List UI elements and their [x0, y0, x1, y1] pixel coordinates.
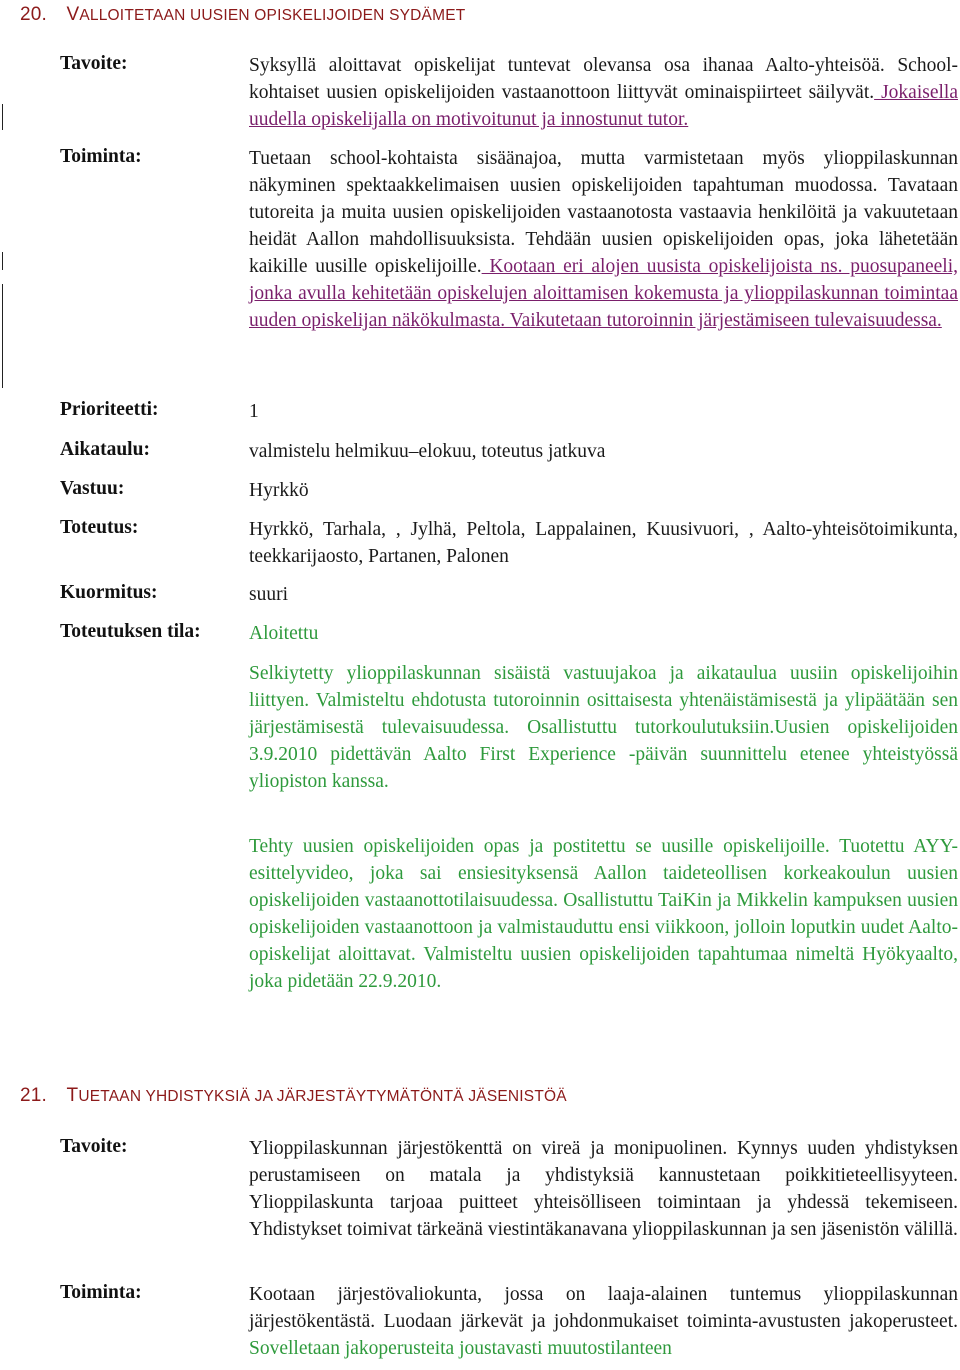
- toiminta-inserted-text: Kootaan eri alojen uusista opiskelijoista ns. puosupaneeli, jonka avulla kehitetään opiskelujen aloittamisen kokemusta ja ylioppilaskunnan toimintaa uuden opiskelijan näkökulmasta. Vaikutetaan tutoroinnin järjestämiseen tulevaisuudessa.: [249, 256, 958, 331]
- toteutuksen-tila-label: Toteutuksen tila:: [60, 621, 201, 642]
- prioriteetti-label: [60, 399, 159, 421]
- status-paragraph-1: Selkiytetty ylioppilaskunnan sisäistä vastuujakoa ja aikataulua uusiin opiskelijoihin liittyen. Valmisteltu ehdotusta tutoroinnin osittaisesta yhtenäistämisestä ja ylipäätään sen järjestämisestä tulevaisuudessa. Osallistuttu tutorkoulutuksiin.Uusien opiskelijoiden 3.9.2010 pidettävän Aalto First Experience -päivän suunnittelu etenee yhteistyössä yliopiston kanssa.: [249, 663, 958, 792]
- tavoite-label: Tavoite:: [60, 1136, 128, 1157]
- tavoite-text: [249, 52, 958, 133]
- change-bar: [2, 284, 3, 388]
- toiminta-status-text: Sovelletaan jakoperusteita joustavasti muutostilanteen: [249, 1338, 672, 1359]
- vastuu-label: Vastuu:: [60, 478, 125, 499]
- section-21-heading: [20, 1085, 567, 1107]
- toiminta-body: Kootaan järjestövaliokunta, jossa on laaja-alainen tuntemus ylioppilaskunnan järjestökentästä. Luodaan järkevät ja johdonmukaiset toiminta-avustusten jakoperusteet.: [249, 1284, 958, 1332]
- tavoite-text: Ylioppilaskunnan järjestökenttä on vireä ja monipuolinen. Kynnys uuden yhdistyksen perustamiseen on matala ja yhdistyksiä kannustetaan poikkitieteellisyyteen. Ylioppilaskunta tarjoaa puitteet yhteisölliseen toimintaan ja yhdessä tekemiseen. Yhdistykset toimivat tärkeänä viestintäkanavana ylioppilaskunnan ja sen jäsenistön välillä.: [249, 1138, 958, 1240]
- toteutus-value: Hyrkkö, Tarhala, , Jylhä, Peltola, Lappalainen, Kuusivuori, , Aalto-yhteisötoimikunta, teekkarijaosto, Partanen, Palonen: [249, 519, 958, 567]
- aikataulu-value: valmistelu helmikuu–elokuu, toteutus jatkuva: [249, 441, 606, 462]
- section-number: 21.: [20, 1085, 48, 1106]
- vastuu-value: Hyrkkö: [249, 480, 309, 501]
- toiminta-text: [249, 145, 958, 334]
- toiminta-label: Toiminta:: [60, 1282, 142, 1303]
- toteutuksen-tila-value: Aloitettu: [249, 623, 319, 644]
- kuormitus-value: suuri: [249, 584, 288, 605]
- prioriteetti-label-text: Prioriteetti:: [60, 399, 159, 420]
- toiminta-text: [249, 1281, 958, 1362]
- tavoite-label: Tavoite:: [60, 53, 128, 74]
- toiminta-body: Tuetaan school-kohtaista sisäänajoa, mutta varmistetaan myös ylioppilaskunnan näkyminen spektaakkelimaisen uusien opiskelijoiden tapahtuman muodossa. Tavataan tutoreita ja muita uusien opiskelijoiden vastaanotosta vastaavia henkilöitä ja vakuutetaan heidät Aallon mahdollisuuksista. Tehdään uusien opiskelijoiden opas, joka lähetetään kaikille uusille opiskelijoille.: [249, 148, 958, 277]
- change-bar: [2, 104, 3, 130]
- change-bar: [2, 252, 3, 270]
- toteutus-label: Toteutus:: [60, 517, 139, 538]
- section-number: 20.: [20, 4, 48, 25]
- prioriteetti-value: 1: [249, 401, 259, 422]
- kuormitus-label: Kuormitus:: [60, 582, 158, 603]
- section-title-rest: ALLOITETAAN UUSIEN OPISKELIJOIDEN SYDÄMET: [79, 7, 466, 24]
- status-paragraph-2: Tehty uusien opiskelijoiden opas ja postitettu se uusille opiskelijoille. Tuotettu AYY-esittelyvideo, joka sai ensiesityksensä Aallon taideteollisen korkeakoulun uusien opiskelijoiden vastaanottotilaisuudessa. Osallistuttu TaiKin ja Mikkelin kampuksen uusien opiskelijoiden vastaanottoon ja valmistauduttu ensi viikkoon, jolloin loputkin uudet Aalto-opiskelijat aloittavat. Valmisteltu uusien opiskelijoiden tapahtumaa nimeltä Hyökyaalto, joka pidetään 22.9.2010.: [249, 836, 958, 992]
- tavoite-body: Syksyllä aloittavat opiskelijat tuntevat olevansa osa ihanaa Aalto-yhteisöä. School-kohtaiset uusien opiskelijoiden vastaanottoon liittyvät ominaispiirteet säilyvät.: [249, 55, 958, 103]
- section-title-initial: V: [66, 4, 80, 25]
- aikataulu-label: Aikataulu:: [60, 439, 150, 460]
- section-title-rest: UETAAN YHDISTYKSIÄ JA JÄRJESTÄYTYMÄTÖNTÄ JÄSENISTÖÄ: [78, 1088, 567, 1105]
- toiminta-label: Toiminta:: [60, 146, 142, 167]
- section-title-initial: T: [66, 1085, 79, 1106]
- tavoite-inserted-text: Jokaisella uudella opiskelijalla on motivoitunut ja innostunut tutor.: [249, 82, 958, 130]
- section-20-heading: [20, 4, 465, 26]
